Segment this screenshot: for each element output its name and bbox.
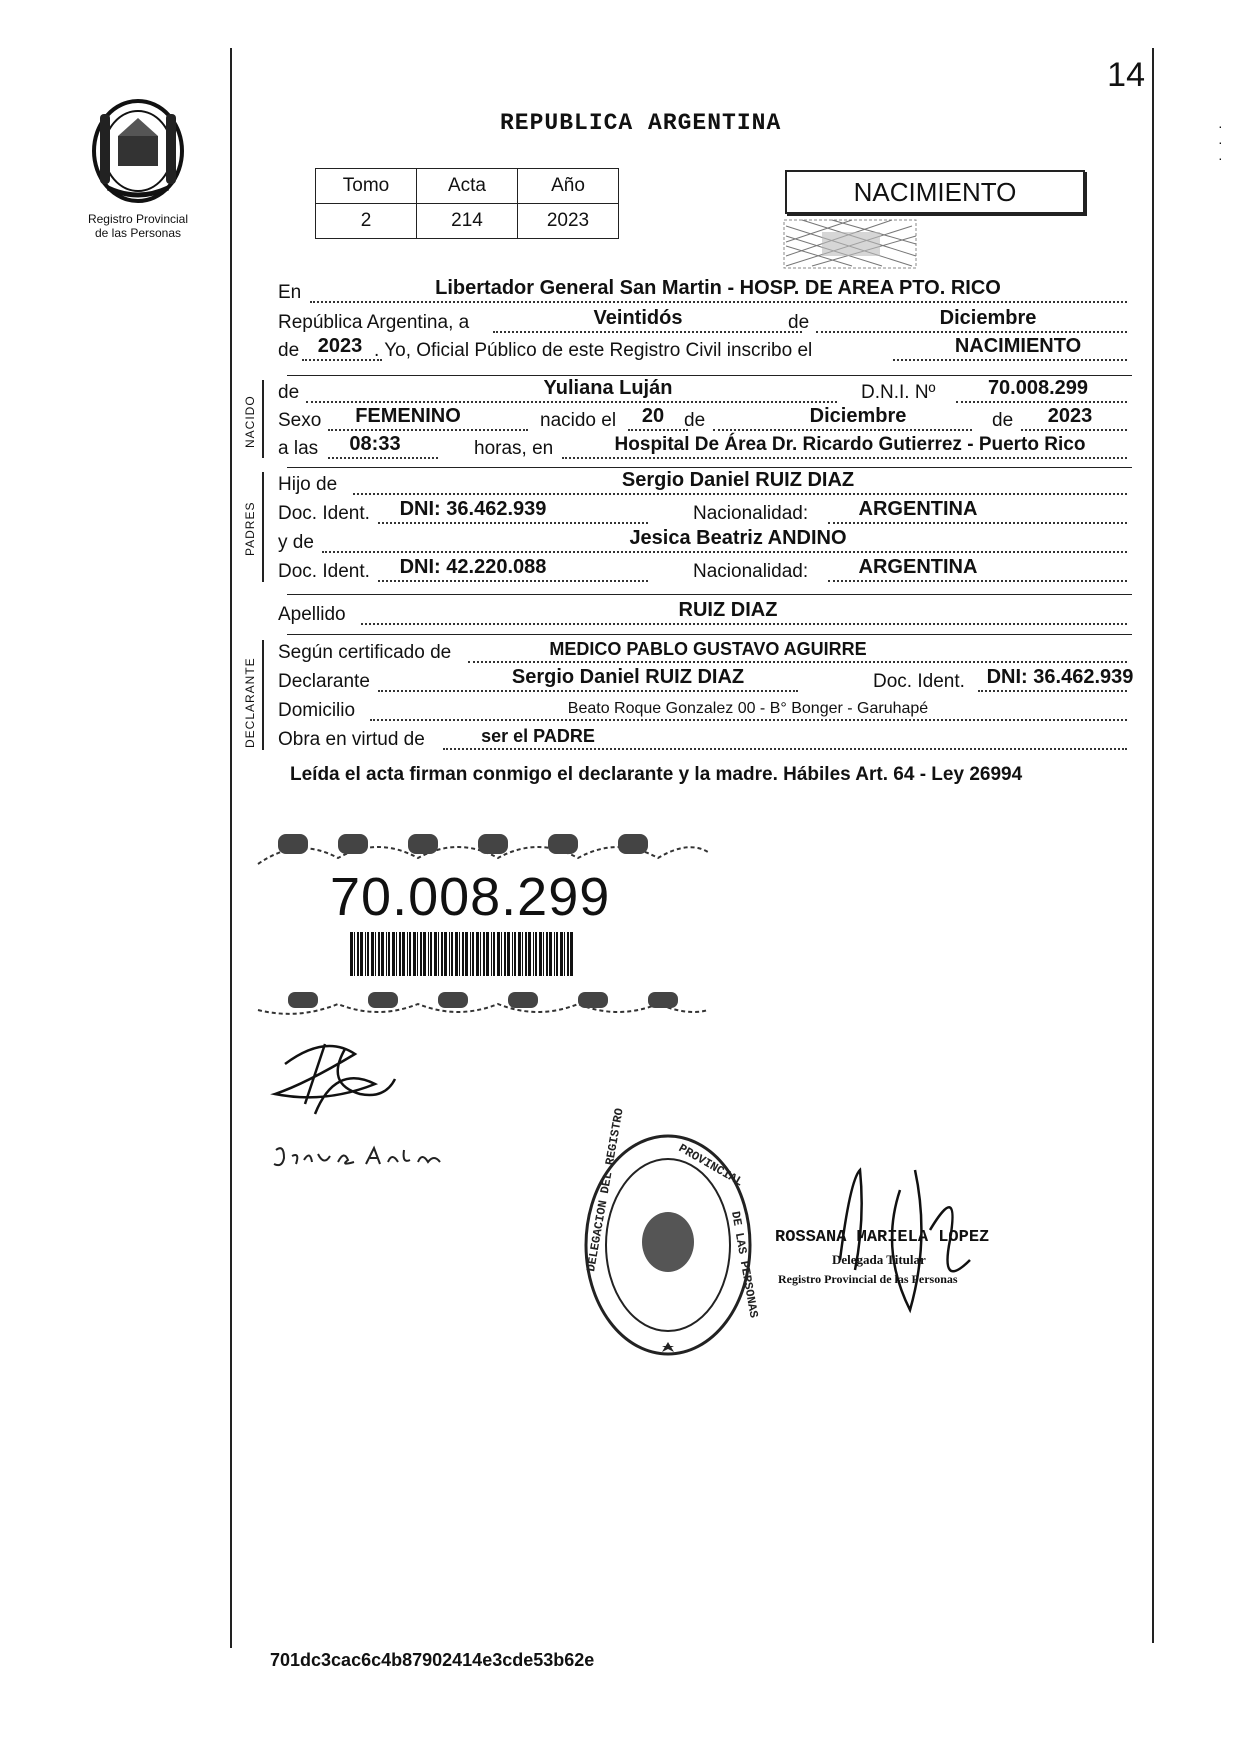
barcode-bar [546, 932, 548, 976]
born-label: nacido el [540, 410, 617, 431]
born-day: 20 [641, 405, 665, 427]
father-doc-label: Doc. Ident. [278, 503, 370, 524]
declarant-name: Sergio Daniel RUIZ DIAZ [511, 666, 745, 688]
barcode-bar [386, 932, 387, 976]
father-doc: DNI: 36.462.939 [399, 498, 547, 520]
barcode-bar [567, 932, 569, 976]
barcode-bar [399, 932, 401, 976]
official-round-seal [582, 1107, 761, 1358]
barcode-icon [350, 932, 575, 976]
barcode-bar [549, 932, 552, 976]
barcode-bar [491, 932, 492, 976]
dotted-line [310, 300, 1127, 303]
barcode-bar [462, 932, 464, 976]
dotted-line [443, 747, 1127, 750]
barcode-bar [451, 932, 453, 976]
header-acta: Acta [417, 169, 518, 204]
dotted-line [328, 456, 438, 459]
header-tomo: Tomo [316, 169, 417, 204]
barcode-bar [480, 932, 481, 976]
barcode-bar [470, 932, 471, 976]
barcode-bar [365, 932, 366, 976]
sex-label: Sexo [278, 410, 322, 431]
dotted-line [562, 456, 1127, 459]
logo-caption-line-1: Registro Provincial [87, 212, 189, 226]
mother-signature [270, 1140, 450, 1180]
dotted-line [370, 718, 1127, 721]
father-nat-label: Nacionalidad: [693, 503, 809, 524]
born-year: 2023 [1047, 405, 1093, 427]
birth-time: 08:33 [349, 433, 401, 455]
barcode-bar [434, 932, 437, 976]
mother-doc: DNI: 42.220.088 [399, 556, 547, 578]
document-hash: 701dc3cac6c4b87902414e3cde53b62e [270, 1650, 595, 1670]
sex-value: FEMENINO [355, 405, 461, 427]
barcode-bar [504, 932, 506, 976]
child-name: Yuliana Luján [543, 377, 673, 399]
dotted-line [978, 689, 1127, 692]
born-month: Diciembre [809, 405, 907, 427]
year-row [278, 336, 1127, 364]
barcode-bar [430, 932, 432, 976]
barcode-bar [514, 932, 516, 976]
dotted-line [302, 358, 382, 361]
role-value: ser el PADRE [481, 726, 595, 746]
address-label: Domicilio [278, 700, 356, 721]
dotted-line [1021, 428, 1127, 431]
certificate-row [278, 638, 1127, 666]
dni-label: D.N.I. Nº [861, 382, 936, 403]
barcode-bar [483, 932, 485, 976]
barcode-bar [539, 932, 542, 976]
value-tomo: 2 [316, 204, 417, 239]
reference-table [315, 168, 619, 239]
barcode-bar [554, 932, 555, 976]
barcode-bar [402, 932, 405, 976]
barcode-bar [486, 932, 489, 976]
barcode-bar [407, 932, 408, 976]
child-de-label: de [278, 382, 300, 403]
surname-value: RUIZ DIAZ [678, 599, 778, 621]
dotted-line [378, 579, 648, 582]
misiones-seal-icon [88, 96, 188, 206]
reference-table-value-row [316, 204, 619, 239]
date-label: República Argentina, a [278, 312, 470, 333]
date-row [278, 308, 1127, 336]
dotted-line [713, 428, 972, 431]
barcode-bar [525, 932, 527, 976]
barcode-bar [413, 932, 416, 976]
barcode-bar [522, 932, 523, 976]
dni-sticker-number: 70.008.299 [330, 867, 611, 927]
barcode-bar [367, 932, 369, 976]
svg-text:PROVINCIAL: PROVINCIAL [676, 1141, 746, 1190]
father-label: Hijo de [278, 474, 338, 495]
barcode-bar [518, 932, 521, 976]
official-title: Delegada Titular [832, 1252, 926, 1267]
logo-caption-line-2: de las Personas [94, 226, 182, 240]
header-anio: Año [518, 169, 619, 204]
barcode-bar [409, 932, 411, 976]
born-de-label-1: de [684, 410, 706, 431]
time-label: a las [278, 438, 319, 459]
barcode-bar [441, 932, 443, 976]
barcode-bar [420, 932, 422, 976]
section-divider [287, 375, 1132, 376]
place-label: En [278, 282, 302, 303]
child-dni: 70.008.299 [987, 377, 1089, 399]
mother-doc-row [278, 557, 1127, 585]
barcode-bar [512, 932, 513, 976]
barcode-bar [497, 932, 500, 976]
barcode-bar [388, 932, 390, 976]
sex-birth-row [278, 406, 1127, 434]
barcode-bar [472, 932, 474, 976]
dotted-line [828, 521, 1127, 524]
mother-nat-label: Nacionalidad: [693, 561, 809, 582]
surname-label: Apellido [278, 604, 346, 625]
surname-row [278, 600, 1127, 628]
born-de-label-2: de [992, 410, 1014, 431]
barcode-bar [528, 932, 531, 976]
barcode-bar [350, 932, 353, 976]
declarante-section-label: DECLARANTE [243, 657, 257, 748]
section-bracket [262, 472, 264, 582]
section-bracket [262, 640, 264, 750]
certificate-label: Según certificado de [278, 642, 452, 663]
place-value: Libertador General San Martin - HOSP. DE AREA PTO. RICO [435, 277, 1001, 299]
barcode-bar [564, 932, 565, 976]
year-de-label: de [278, 340, 300, 361]
dotted-line [828, 579, 1127, 582]
dotted-line [378, 521, 648, 524]
mother-name: Jesica Beatriz ANDINO [629, 527, 847, 549]
dotted-line [956, 400, 1127, 403]
barcode-bar [449, 932, 450, 976]
barcode-bar [560, 932, 563, 976]
role-label: Obra en virtud de [278, 729, 425, 750]
declarant-row [278, 666, 1134, 695]
child-name-row [278, 378, 1127, 406]
address-value: Beato Roque Gonzalez 00 - B° Bonger - Garuhapé [567, 700, 929, 717]
section-bracket [262, 380, 264, 458]
barcode-bar [556, 932, 558, 976]
barcode-bar [392, 932, 395, 976]
barcode-bar [535, 932, 537, 976]
declarant-label: Declarante [278, 671, 370, 692]
year-value: 2023 [317, 335, 363, 357]
nacido-section-label: NACIDO [243, 395, 257, 448]
dotted-line [306, 400, 837, 403]
year-text: . Yo, Oficial Público de este Registro Civil inscribo el [374, 340, 813, 361]
barcode-bar [438, 932, 439, 976]
birth-place: Hospital De Área Dr. Ricardo Gutierrez - Puerto Rico [614, 434, 1086, 455]
dotted-line [468, 660, 1127, 663]
closing-statement: Leída el acta firman conmigo el declarante y la madre. Hábiles Art. 64 - Ley 26994 [290, 764, 1023, 785]
month-value: Diciembre [939, 307, 1037, 329]
barcode-bar [570, 932, 573, 976]
barcode-bar [360, 932, 363, 976]
value-anio: 2023 [518, 204, 619, 239]
barcode-bar [476, 932, 479, 976]
day-value: Veintidós [593, 307, 683, 329]
father-nationality: ARGENTINA [858, 498, 978, 520]
barcode-bar [444, 932, 447, 976]
barcode-bar [533, 932, 534, 976]
section-divider [287, 594, 1132, 595]
official-office: Registro Provincial de las Personas [778, 1272, 958, 1286]
barcode-bar [543, 932, 544, 976]
mother-row [278, 528, 1127, 556]
father-name: Sergio Daniel RUIZ DIAZ [621, 469, 855, 491]
barcode-bar [423, 932, 426, 976]
barcode-bar [396, 932, 397, 976]
time-place-row [278, 434, 1127, 462]
dotted-line [628, 428, 688, 431]
security-stamp-icon [782, 216, 918, 272]
barcode-bar [375, 932, 376, 976]
barcode-bar [378, 932, 380, 976]
margin-dots: · · · [1218, 118, 1223, 166]
mother-label: y de [278, 532, 314, 553]
declarant-signature [265, 1024, 405, 1124]
role-row [278, 725, 1127, 753]
svg-text:DELEGACION DEL REGISTRO: DELEGACION DEL REGISTRO [584, 1107, 627, 1273]
value-acta: 214 [417, 204, 518, 239]
father-row [278, 470, 1127, 498]
dotted-line [361, 622, 1127, 625]
place-row [278, 278, 1127, 306]
barcode-bar [357, 932, 359, 976]
father-doc-row [278, 499, 1127, 527]
barcode-bar [493, 932, 495, 976]
certificate-value: MEDICO PABLO GUSTAVO AGUIRRE [549, 639, 867, 659]
left-margin-line [230, 48, 232, 1648]
barcode-bar [507, 932, 510, 976]
reference-table-header-row [316, 169, 619, 204]
barcode-bar [354, 932, 355, 976]
dotted-line [893, 358, 1127, 361]
provincial-registry-logo [72, 96, 204, 240]
dotted-line [816, 330, 1127, 333]
svg-text:DE LAS PERSONAS: DE LAS PERSONAS [728, 1210, 761, 1320]
record-type-box: NACIMIENTO [785, 170, 1085, 214]
padres-section-label: PADRES [243, 501, 257, 556]
declarant-doc: DNI: 36.462.939 [986, 666, 1134, 688]
address-row [278, 696, 1127, 724]
dotted-line [378, 689, 798, 692]
sticker-bottom-border [258, 990, 708, 1020]
hours-label: horas, en [474, 438, 554, 459]
date-de-label: de [788, 312, 810, 333]
barcode-bar [501, 932, 502, 976]
section-divider [287, 634, 1132, 635]
dotted-line [322, 550, 1127, 553]
official-name: ROSSANA MARIELA LOPEZ [775, 1228, 990, 1247]
barcode-bar [381, 932, 384, 976]
barcode-bar [455, 932, 458, 976]
barcode-bar [465, 932, 468, 976]
dotted-line [493, 330, 802, 333]
barcode-bar [428, 932, 429, 976]
right-margin-line [1152, 48, 1154, 1643]
barcode-bar [417, 932, 418, 976]
declarant-doc-label: Doc. Ident. [873, 671, 965, 692]
barcode-bar [459, 932, 460, 976]
year-record-value: NACIMIENTO [954, 335, 1082, 357]
page-number: 14 [1107, 56, 1145, 94]
dotted-line [328, 428, 528, 431]
dotted-line [353, 492, 1127, 495]
section-divider [287, 467, 1132, 468]
mother-doc-label: Doc. Ident. [278, 561, 370, 582]
barcode-bar [371, 932, 374, 976]
country-title: REPUBLICA ARGENTINA [500, 110, 782, 136]
mother-nationality: ARGENTINA [858, 556, 978, 578]
